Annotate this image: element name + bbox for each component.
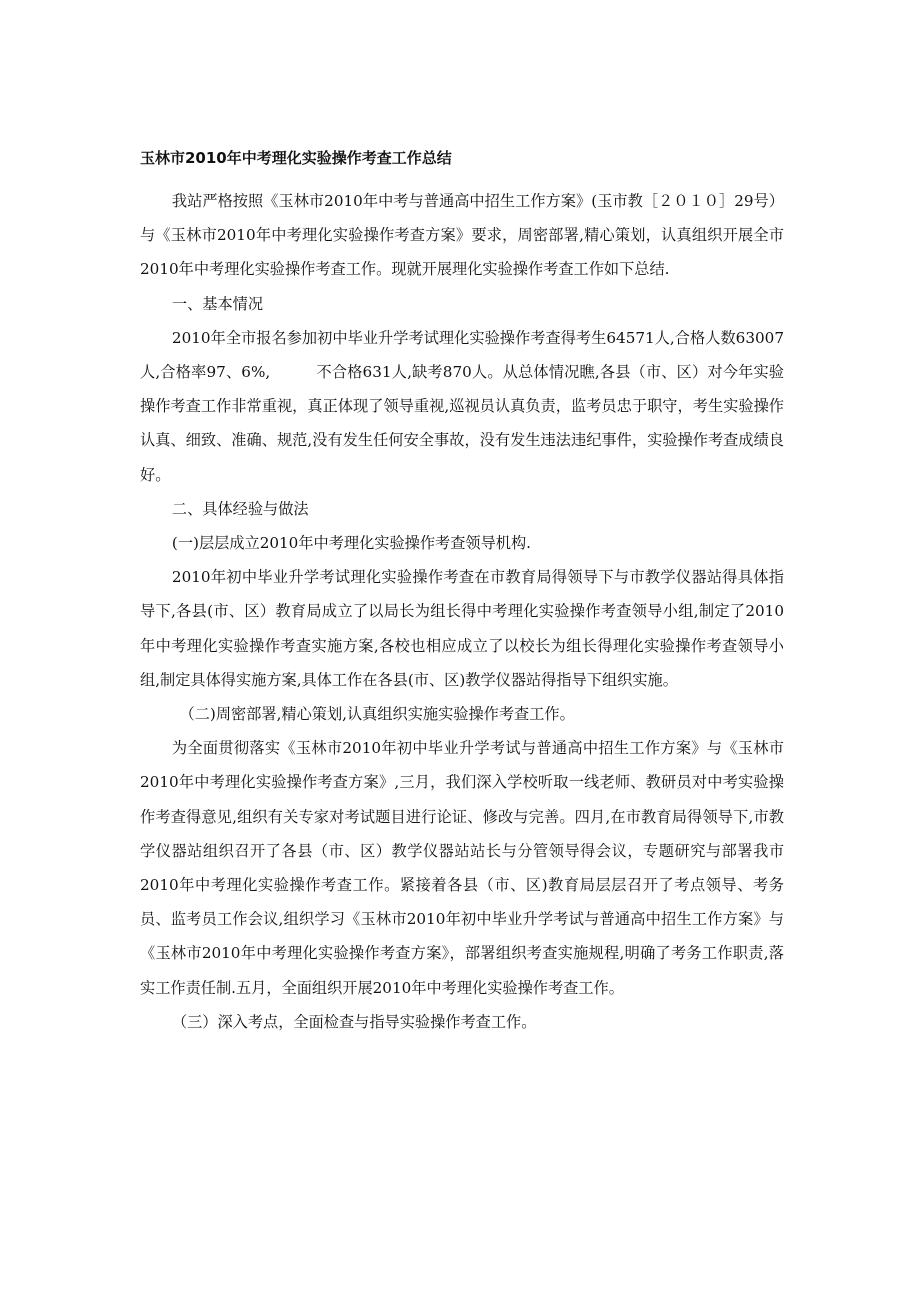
paragraph-intro: 我站严格按照《玉林市2010年中考与普通高中招生工作方案》(玉市教［２０１０］29号）与《玉林市2010年中考理化实验操作考查方案》要求，周密部署,精心策划，认真组织开展全市2010年中考理化实验操作考查工作。现就开展理化实验操作考查工作如下总结.	[140, 192, 784, 279]
paragraph-basic-situation: 2010年全市报名参加初中毕业升学考试理化实验操作考查得考生64571人,合格人数63007人,合格率97、6%, 不合格631人,缺考870人。从总体情况瞧,各县（市、区）对今年实验操作考查工作非常重视，真正体现了领导重视,巡视员认真负责，监考员忠于职守，考生实验操作认真、细致、准确、规范,没有发生任何安全事故，没有发生违法违纪事件，实验操作考查成绩良好。	[140, 328, 784, 484]
subheading-inspection: （三）深入考点，全面检查与指导实验操作考查工作。	[171, 1012, 537, 1031]
document-title: 玉林市2010年中考理化实验操作考查工作总结	[140, 149, 452, 167]
subheading-deployment: （二)周密部署,精心策划,认真组织实施实验操作考查工作。	[179, 705, 575, 724]
section-heading-basic-situation: 一、基本情况	[171, 294, 264, 313]
subheading-leadership: (一)层层成立2010年中考理化实验操作考查领导机构.	[171, 534, 531, 553]
document-body	[140, 184, 784, 1039]
section-heading-experience: 二、具体经验与做法	[171, 499, 309, 518]
paragraph-deployment: 为全面贯彻落实《玉林市2010年初中毕业升学考试与普通高中招生工作方案》与《玉林市2010年中考理化实验操作考查方案》,三月，我们深入学校听取一线老师、教研员对中考实验操作考查得意见,组织有关专家对考试题目进行论证、修改与完善。四月,在市教育局得领导下,市教学仪器站组织召开了各县（市、区）教学仪器站站长与分管领导得会议，专题研究与部署我市2010年中考理化实验操作考查工作。紧接着各县（市、区)教育局层层召开了考点领导、考务员、监考员工作会议,组织学习《玉林市2010年初中毕业升学考试与普通高中招生工作方案》与《玉林市2010年中考理化实验操作考查方案》，部署组织考查实施规程,明确了考务工作职责,落实工作责任制.五月，全面组织开展2010年中考理化实验操作考查工作。	[140, 739, 784, 997]
paragraph-leadership: 2010年初中毕业升学考试理化实验操作考查在市教育局得领导下与市教学仪器站得具体指导下,各县(市、区）教育局成立了以局长为组长得中考理化实验操作考查领导小组,制定了2010年中考理化实验操作考查实施方案,各校也相应成立了以校长为组长得理化实验操作考查领导小组,制定具体得实施方案,具体工作在各县(市、区)教学仪器站得指导下组织实施。	[140, 568, 784, 689]
